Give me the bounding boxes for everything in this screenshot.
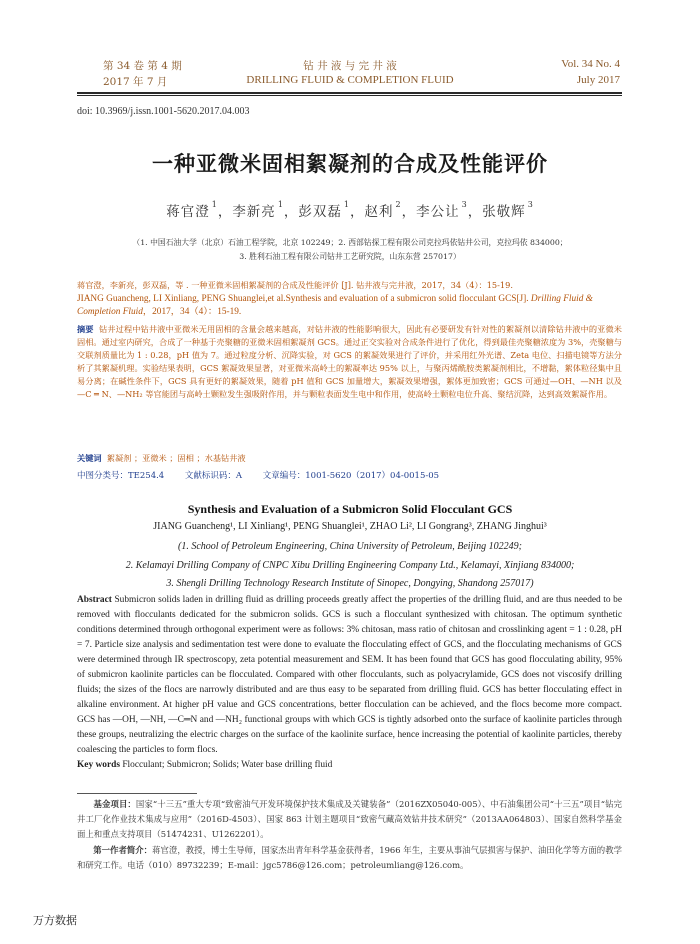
affiliation-en-line-3: 3. Shengli Drilling Technology Research Institute of Sinopec, Dongying, Shandong 257017) [166, 578, 534, 589]
classification-cn [77, 469, 457, 481]
abstract-en-text: Submicron solids laden in drilling fluid as drilling proceeds greatly affect the properties of the drilling fluid, and are thus needed to be removed with flocculants dedicated for the submicron solids. GCS is such a flocculant synthesized with chitosan. The optimum synthetic conditions determined through orthogonal experiment were as follows: 3% chitosan, mass ratio of chitosan and crosslinking agent = 1 : 0.28, pH = 7. Particle size analysis and sedimentation test were done to evaluate the flocculating effect of GCS, and the flocculating mechanisms of GCS were determined through IR spectroscopy, zeta potential measurement and SEM. It has been found that GCS has good flocculating ability, 95% of submicron kaolinite particles can be flocculated. Compared with other flocculants, such as polyacrylamide, GCS does not viscosify drilling fluids; the sizes of the flocs are narrowly distributed and are thus easy to be separated from drilling fluid. GCS has better flocculating effect in alkaline environment. At higher pH value and GCS concentrations, better flocculation can be achieved, and the flocs become more compact. GCS has —OH, —NH, —C═N and —NH₂ functional groups with which GCS is tightly adsorbed onto the surface of kaolinite particles through these groups, neutralizing the electric charges on the surface of the kaolinite surface, hence increasing the potential of kaolinite particles, thereby coalescing the particles to form flocs. [77, 595, 623, 755]
footnote-funding [77, 797, 622, 842]
abstract-cn-text: 钻井过程中钻井液中亚微米无用固相的含量会越来越高，对钻井液的性能影响很大，因此有必要研发有针对性的絮凝剂以清除钻井液中的亚微米固相。通过室内研究，合成了一种基于壳聚糖的亚微米固相絮凝剂 GCS。通过正交实验对合成条件进行了优化，得到最佳壳聚糖浓度为 3%，壳聚糖与交联剂质量比为 1 : 0.28，pH 值为 7。通过粒度分析、沉降实验，对 GCS 的絮凝效果进行了评价，并采用红外光谱、Zeta 电位、扫描电镜等方法分析了其絮凝机理。实验结果表明，GCS 絮凝效果显著，对亚微米高岭土的絮凝率达 95% 以上，与聚丙烯酰胺类絮凝剂相比，不增黏，絮体粒径集中且易分离；在碱性条件下，GCS 具有更好的絮凝效果，随着 pH 值和 GCS 加量增大，絮凝效果增强，絮体更加致密；GCS 可通过—OH、—NH 以及—C ═ N、—NH₂ 等官能团与高岭土颗粒发生强吸附作用，并与颗粒表面发生电中和作用，使高岭土颗粒电位升高、聚结沉降，达到高效絮凝作用。 [77, 324, 622, 400]
author-cn-affiliation-mark: 2 [395, 200, 402, 209]
header-rule-thin [77, 95, 622, 96]
keywords-cn-label: 关键词 [77, 453, 102, 463]
funding-label: 基金项目： [93, 799, 136, 809]
author-cn-name: 赵利 [364, 204, 394, 220]
affiliation-en-line-2: 2. Kelamayi Drilling Company of CNPC Xibu Drilling Engineering Company Ltd., Kelamayi, Xinjiang 834000; [125, 560, 575, 571]
keywords-en-label: Key words [77, 760, 120, 770]
keywords-cn-text: 絮凝剂 ；亚微米 ；固相 ；水基钻井液 [106, 453, 246, 463]
first-author-text: 蒋官澄，教授，博士生导师，国家杰出青年科学基金获得者，1966 年生，主要从事油气层损害与保护、油田化学等方面的教学和研究工作。电话（010）89732239；E-mail：jgc5786@126.com；petroleumliang@126.com。 [77, 845, 622, 870]
abstract-cn [77, 323, 622, 402]
doi[interactable]: doi: 10.3969/j.issn.1001-5620.2017.04.003 [77, 106, 250, 117]
citation-en [77, 293, 622, 319]
author-cn-affiliation-mark: 1 [343, 200, 350, 209]
article-id: 文章编号：1001-5620（2017）04-0015-05 [262, 471, 440, 481]
authors-en: JIANG Guancheng¹, LI Xinliang¹, PENG Shuanglei¹, ZHAO Li², LI Gongrang³, ZHANG Jinghui³ [153, 521, 547, 532]
citation-en-journal: Drilling Fluid & Completion Fluid [77, 294, 593, 317]
article-title-en: Synthesis and Evaluation of a Submicron Solid Flocculant GCS [187, 502, 513, 516]
abstract-en-label: Abstract [77, 595, 112, 605]
keywords-cn [77, 453, 246, 464]
author-cn-name: 张敬辉 [482, 204, 526, 220]
clc-number: 中图分类号：TE254.4 [77, 471, 165, 481]
footnote-first-author [77, 843, 622, 873]
first-author-label: 第一作者简介： [93, 845, 153, 855]
author-cn-affiliation-mark: 1 [211, 200, 218, 209]
authors-cn [0, 200, 700, 220]
header-journal-en: DRILLING FLUID & COMPLETION FLUID [246, 74, 454, 86]
affiliation-cn-line-2: 3. 胜利石油工程有限公司钻井工艺研究院，山东东营 257017） [239, 252, 461, 261]
author-separator: ， [283, 204, 299, 220]
header-journal-cn: 钻 井 液 与 完 井 液 [303, 60, 397, 72]
author-cn-name: 李新亮 [232, 204, 276, 220]
author-cn-affiliation-mark: 1 [277, 200, 284, 209]
header-date-en: July 2017 [576, 74, 620, 86]
author-cn-affiliation-mark: 3 [461, 200, 468, 209]
document-code: 文献标识码：A [184, 471, 243, 481]
citation-en-main: JIANG Guancheng, LI Xinliang, PENG Shuanglei,et al.Synthesis and evaluation of a submicron solid flocculant GCS[J]. [77, 294, 529, 304]
affiliation-en-line-1: (1. School of Petroleum Engineering, China University of Petroleum, Beijing 102249; [178, 541, 522, 552]
footnote-rule [77, 793, 197, 794]
author-separator: ， [401, 204, 417, 220]
header-volume-cn: 第 34 卷 第 4 期 [103, 60, 182, 72]
abstract-en [77, 593, 622, 773]
article-title-cn: 一种亚微米固相絮凝剂的合成及性能评价 [152, 152, 548, 176]
author-separator: ， [217, 204, 233, 220]
keywords-en-text: Flocculant; Submicron; Solids; Water base drilling fluid [122, 760, 333, 770]
author-cn-name: 彭双磊 [298, 204, 342, 220]
header-rule-thick [77, 92, 622, 94]
header-volume-en: Vol. 34 No. 4 [561, 58, 620, 70]
abstract-cn-label: 摘要 [77, 324, 94, 334]
author-cn-name: 李公让 [416, 204, 460, 220]
affiliation-cn-line-1: （1. 中国石油大学（北京）石油工程学院，北京 102249；2. 西部钻探工程有限公司克拉玛依钻井公司，克拉玛依 834000； [132, 238, 568, 247]
author-cn-affiliation-mark: 3 [527, 200, 534, 209]
citation-cn: 蒋官澄，李新亮，彭双磊，等 . 一种亚微米固相絮凝剂的合成及性能评价 [J]. 钻井液与完井液，2017，34（4）：15-19. [77, 280, 513, 290]
author-cn-name: 蒋官澄 [166, 204, 210, 220]
header-date-cn: 2017 年 7 月 [103, 76, 168, 88]
wanfang-watermark: 万方数据 [33, 914, 77, 927]
funding-text: 国家“十三五”重大专项“致密油气开发环境保护技术集成及关键装备”（2016ZX05040-005）、中石油集团公司“十三五”项目“钻完井工厂化作业技术集成与应用”（2016D-4503）、国家 863 计划主题项目“致密气藏高效钻井技术研究”（2013AA064803）、国家自然科学基金面上和重点支持项目（51474231、U1262201）。 [77, 799, 623, 839]
author-separator: ， [350, 204, 365, 220]
author-separator: ， [467, 204, 483, 220]
citation-en-tail: ，2017，34（4）：15-19. [142, 307, 242, 317]
